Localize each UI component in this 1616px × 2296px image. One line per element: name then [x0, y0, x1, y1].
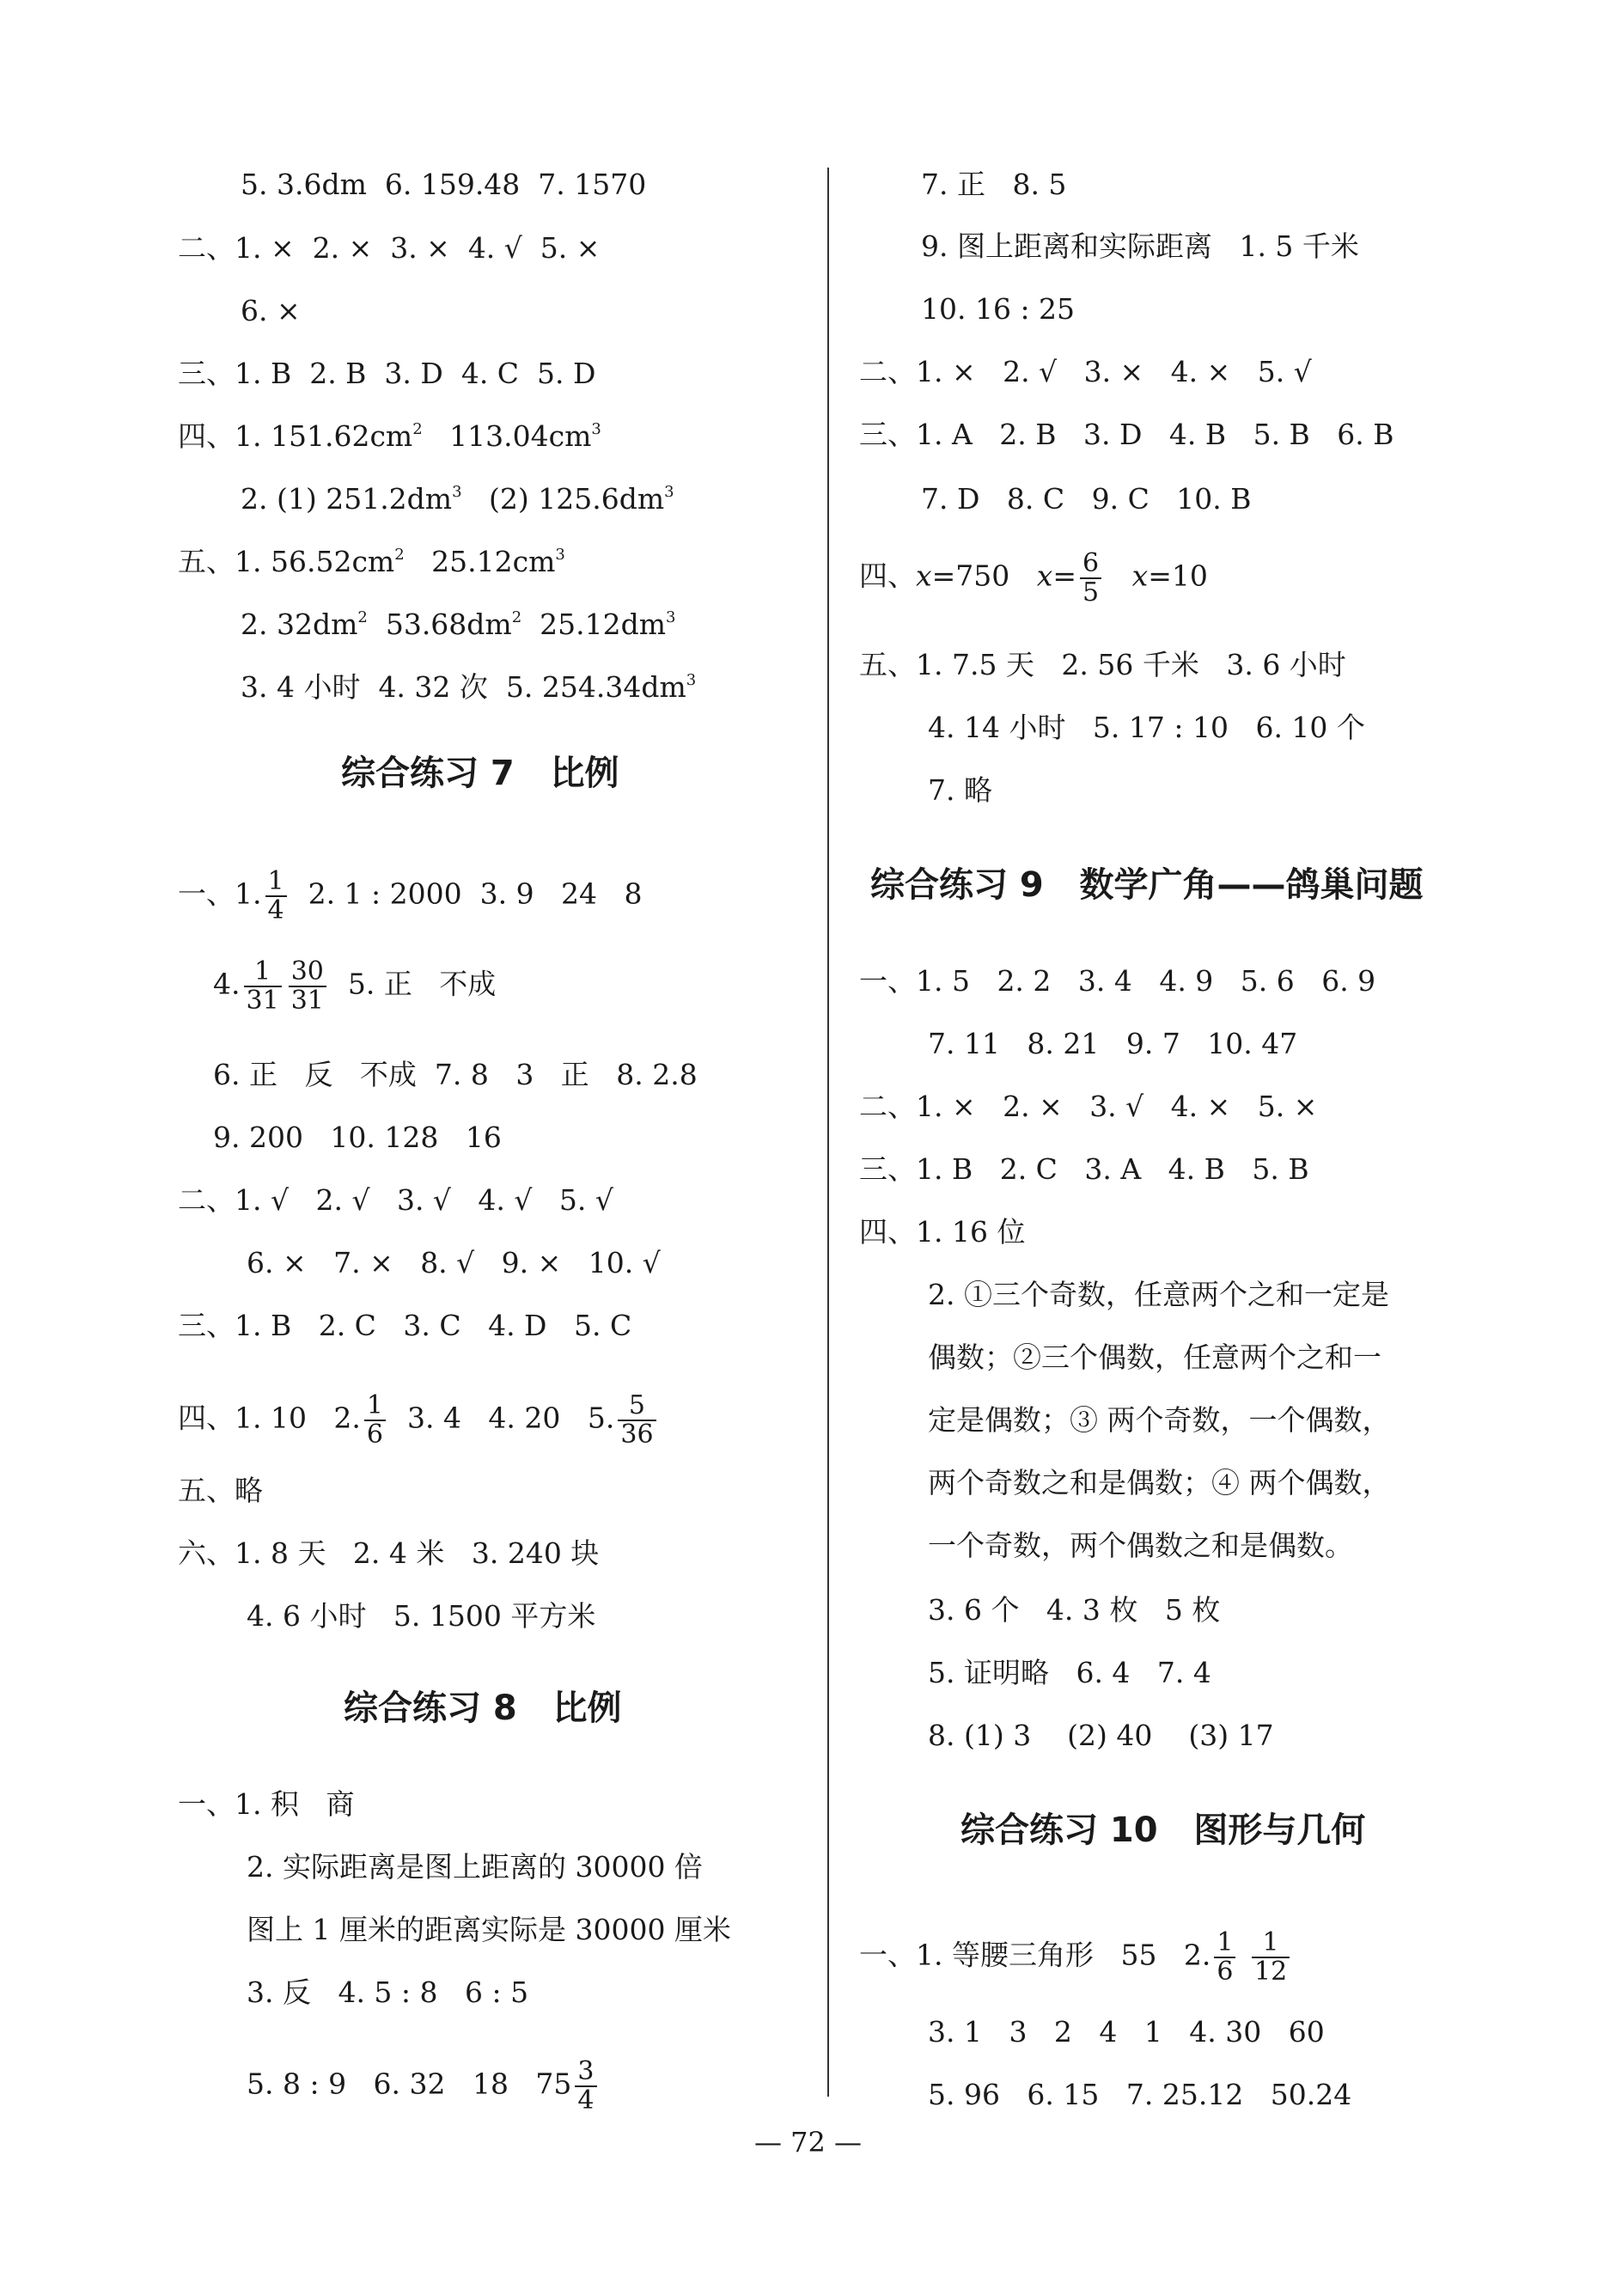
answer-line: 四、x=750 x= $\frac{6}{5}$ x=10 — [859, 548, 1208, 608]
answer-line: 4. 14 小时 5. 17 : 10 6. 10 个 — [928, 711, 1365, 744]
answer-line: 一、1. 5 2. 2 3. 4 4. 9 5. 6 6. 9 — [859, 964, 1376, 998]
answer-line: 5. 96 6. 15 7. 25.12 50.24 — [928, 2078, 1352, 2111]
answer-line: 4. 6 小时 5. 1500 平方米 — [247, 1599, 596, 1633]
answer-line: 图上 1 厘米的距离实际是 30000 厘米 — [247, 1913, 731, 1946]
fraction: $\frac{1}{12}$ — [1252, 1929, 1290, 1985]
answer-line: 6. 正 反 不成 7. 8 3 正 8. 2.8 — [213, 1058, 698, 1091]
answer-line: 二、1. √ 2. √ 3. √ 4. √ 5. √ — [178, 1183, 613, 1217]
fraction: $\frac{3}{4}$ — [575, 2058, 596, 2114]
answer-line: 2. 实际距离是图上距离的 30000 倍 — [247, 1850, 703, 1884]
answer-line: 6. × 7. × 8. √ 9. × 10. √ — [247, 1246, 661, 1279]
fraction: $\frac{6}{5}$ — [1080, 550, 1101, 606]
answer-line: 2. $32dm^2$ $53.68dm^2$ $25.12dm^3$ — [241, 608, 676, 641]
answer-line: 二、1. × 2. × 3. × 4. √ 5. × — [178, 231, 601, 265]
answer-line: 一、1. 积 商 — [178, 1787, 355, 1821]
answer-line: 3. 6 个 4. 3 枚 5 枚 — [928, 1593, 1221, 1627]
section-heading: 综合练习 8 比例 — [344, 1688, 622, 1728]
answer-line: 三、1. B 2. C 3. C 4. D 5. C — [178, 1309, 632, 1342]
answer-line: 7. D 8. C 9. C 10. B — [921, 482, 1252, 516]
answer-line: 2. ①三个奇数，任意两个之和一定是 — [928, 1278, 1389, 1311]
answer-line: 3. 4 小时 4. 32 次 5. $254.34dm^3$ — [241, 670, 697, 704]
answer-line: 5. 证明略 6. 4 7. 4 — [928, 1656, 1211, 1689]
answer-line: 五、1. $56.52cm^2$ $25.12cm^3$ — [178, 545, 565, 578]
fraction: $\frac{5}{36}$ — [618, 1392, 656, 1448]
section-heading: 综合练习 7 比例 — [341, 754, 619, 793]
fraction: $\frac{1}{4}$ — [265, 868, 287, 924]
answer-line: 7. 略 — [928, 773, 992, 807]
answer-line: 5. 3.6dm 6. 159.48 7. 1570 — [241, 168, 647, 201]
answer-line: 五、略 — [178, 1474, 263, 1507]
answer-line: 6. × — [241, 294, 301, 327]
answer-line: 9. 200 10. 128 16 — [213, 1121, 502, 1154]
answer-line: 3. 反 4. 5 : 8 6 : 5 — [247, 1975, 529, 2009]
column-divider — [827, 168, 829, 2097]
answer-line: 10. 16 : 25 — [921, 292, 1076, 326]
answer-line: 三、1. A 2. B 3. D 4. B 5. B 6. B — [859, 418, 1394, 451]
answer-line: 五、1. 7.5 天 2. 56 千米 3. 6 小时 — [859, 648, 1346, 681]
answer-line: 四、1. 16 位 — [859, 1215, 1026, 1249]
answer-line: 一个奇数，两个偶数之和是偶数。 — [928, 1529, 1353, 1562]
answer-line: 7. 正 8. 5 — [921, 168, 1067, 201]
answer-line: 六、1. 8 天 2. 4 米 3. 240 块 — [178, 1536, 600, 1570]
answer-line: 4. $\frac{1}{31}$ $\frac{30}{31}$ 5. 正 不成 — [213, 956, 497, 1016]
answer-line: 四、1. 10 2. $\frac{1}{6}$ 3. 4 4. 20 5. $\frac{5}{36}$ — [178, 1392, 660, 1448]
answer-line: 9. 图上距离和实际距离 1. 5 千米 — [921, 229, 1359, 263]
answer-line: 3. 1 3 2 4 1 4. 30 60 — [928, 2015, 1325, 2049]
answer-line: 5. 8 : 9 6. 32 18 75 $\frac{3}{4}$ — [247, 2058, 601, 2114]
answer-line: 2. (1) $251.2dm^3$ (2) $125.6dm^3$ — [241, 482, 674, 516]
fraction: $\frac{1}{6}$ — [1214, 1929, 1235, 1985]
section-heading: 综合练习 9 数学广角——鸽巢问题 — [870, 865, 1424, 905]
answer-line: 一、1. 等腰三角形 55 2. $\frac{1}{6}$ $\frac{1}{12}$ — [859, 1929, 1293, 1985]
answer-line: 8. (1) 3 (2) 40 (3) 17 — [928, 1719, 1274, 1752]
fraction: $\frac{1}{6}$ — [364, 1392, 386, 1448]
answer-line: 四、1. $151.62cm^2$ $113.04cm^3$ — [178, 419, 601, 453]
answer-line: 三、1. B 2. C 3. A 4. B 5. B — [859, 1152, 1309, 1186]
answer-line: 7. 11 8. 21 9. 7 10. 47 — [928, 1027, 1298, 1060]
fraction: $\frac{30}{31}$ — [289, 958, 326, 1014]
answer-line: 两个奇数之和是偶数；④ 两个偶数， — [928, 1466, 1391, 1499]
answer-line: 定是偶数；③ 两个奇数，一个偶数， — [928, 1403, 1391, 1437]
section-heading: 综合练习 10 图形与几何 — [960, 1811, 1366, 1850]
fraction: $\frac{1}{31}$ — [244, 958, 282, 1014]
answer-line: 二、1. × 2. √ 3. × 4. × 5. √ — [859, 355, 1312, 388]
answer-line: 偶数；②三个偶数，任意两个之和一 — [928, 1340, 1381, 1374]
answer-line: 二、1. × 2. × 3. √ 4. × 5. × — [859, 1090, 1318, 1123]
answer-line: 一、1. $\frac{1}{4}$ 2. 1 : 2000 3. 9 24 8 — [178, 866, 643, 925]
answer-line: 三、1. B 2. B 3. D 4. C 5. D — [178, 357, 596, 390]
page-number: — 72 — — [753, 2126, 863, 2159]
